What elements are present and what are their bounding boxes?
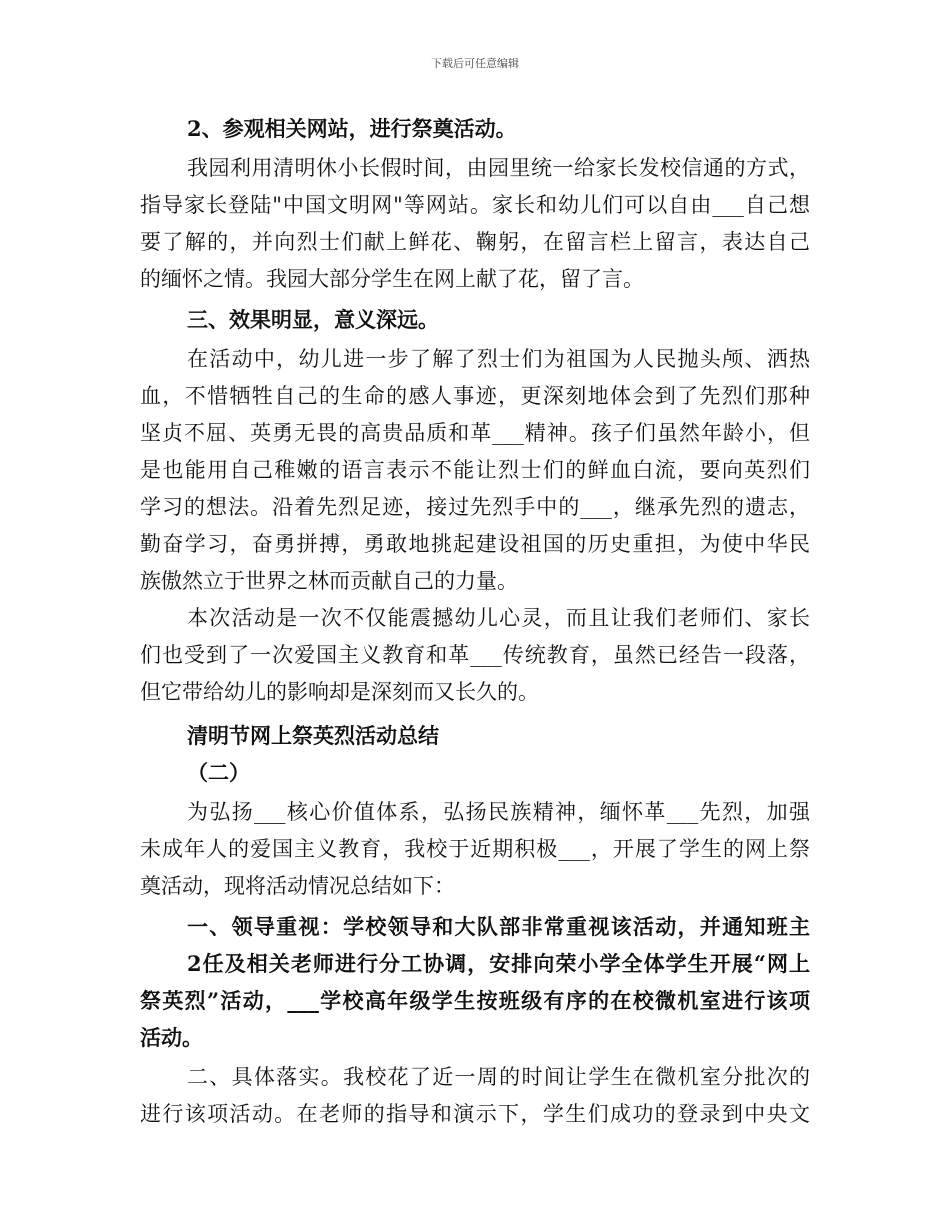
section-heading: 2、参观相关网站，进行祭奠活动。 — [187, 116, 517, 141]
paragraph-line: 本次活动是一次不仅能震撼幼儿心灵，而且让我们老师们、家长 — [187, 606, 810, 630]
section-paragraph-line: 2任及相关老师进行分工协调，安排向荣小学全体学生开展“网上 — [187, 951, 810, 976]
paragraph-line: 族傲然立于世界之林而贡献自己的力量。 — [140, 569, 518, 593]
section-heading: 一、领导重视：学校领导和大队部非常重视该活动，并通知班主 — [187, 914, 810, 939]
document-subtitle: （二） — [187, 760, 250, 785]
paragraph-line: 进行该项活动。在老师的指导和演示下，学生们成功的登录到中央文 — [140, 1102, 810, 1126]
document-body — [140, 110, 810, 1133]
paragraph-line: 但它带给幼儿的影响却是深刻而又长久的。 — [140, 680, 539, 704]
paragraph-line: 指导家长登陆"中国文明网"等网站。家长和幼儿们可以自由___自己想 — [140, 193, 810, 217]
paragraph-line: 要了解的，并向烈士们献上鲜花、鞠躬，在留言栏上留言，表达自己 — [140, 230, 810, 254]
paragraph-line: 是也能用自己稚嫩的语言表示不能让烈士们的鲜血白流，要向英烈们 — [140, 458, 810, 482]
section-heading: 三、效果明显，意义深远。 — [187, 307, 439, 332]
paragraph-line: 奠活动，现将活动情况总结如下： — [140, 874, 455, 898]
paragraph-line: 我园利用清明休小长假时间，由园里统一给家长发校信通的方式， — [187, 156, 810, 180]
paragraph-line: 未成年人的爱国主义教育，我校于近期积极___，开展了学生的网上祭 — [140, 837, 810, 861]
page-header-note: 下载后可任意编辑 — [431, 57, 519, 70]
paragraph-line: 学习的想法。沿着先烈足迹，接过先烈手中的___，继承先烈的遗志， — [140, 495, 810, 519]
section-paragraph-line: 祭英烈”活动，___学校高年级学生按班级有序的在校微机室进行该项 — [140, 988, 810, 1013]
document-title: 清明节网上祭英烈活动总结 — [187, 723, 439, 748]
section-paragraph-line: 活动。 — [140, 1025, 203, 1050]
paragraph-line: 们也受到了一次爱国主义教育和革___传统教育，虽然已经告一段落， — [140, 643, 810, 667]
paragraph-line: 二、具体落实。我校花了近一周的时间让学生在微机室分批次的 — [187, 1065, 810, 1089]
paragraph-line: 血，不惜牺牲自己的生命的感人事迹，更深刻地体会到了先烈们那种 — [140, 384, 810, 408]
paragraph-line: 在活动中，幼儿进一步了解了烈士们为祖国为人民抛头颅、洒热 — [187, 347, 810, 371]
paragraph-line: 为弘扬___核心价值体系，弘扬民族精神，缅怀革___先烈，加强 — [187, 800, 810, 824]
paragraph-line: 的缅怀之情。我园大部分学生在网上献了花，留了言。 — [140, 267, 644, 291]
paragraph-line: 勤奋学习，奋勇拼搏，勇敢地挑起建设祖国的历史重担，为使中华民 — [140, 532, 810, 556]
paragraph-line: 坚贞不屈、英勇无畏的高贵品质和革___精神。孩子们虽然年龄小，但 — [140, 421, 810, 445]
